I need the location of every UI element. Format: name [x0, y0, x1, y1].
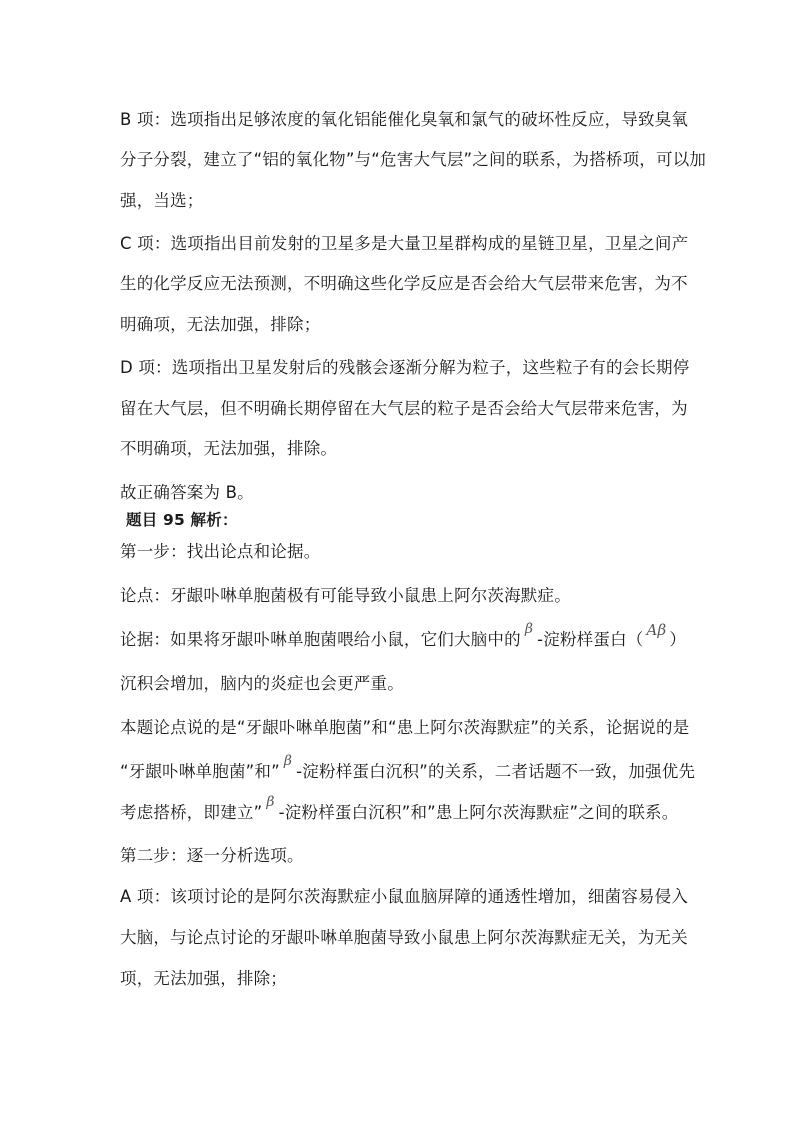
- analysis-text-3b: -淀粉样蛋白沉积”和”患上阿尔茨海默症”之间的联系。: [278, 803, 679, 822]
- d-option-line-2: 留在大气层，但不明确长期停留在大气层的粒子是否会给大气层带来危害，为: [120, 399, 688, 418]
- beta-symbol: β: [283, 753, 293, 769]
- analysis-line-2: [120, 753, 700, 785]
- question-95-title: 题目 95 解析：: [126, 511, 238, 529]
- a-option-line-1: A 项：该项讨论的是阿尔茨海默症小鼠血脑屏障的通透性增加，细菌容易侵入: [120, 887, 689, 906]
- c-option-line-3: 明确项，无法加强，排除；: [120, 315, 321, 334]
- analysis-text-3a: 考虑搭桥，即建立”: [120, 803, 263, 822]
- step-2-line: 第二步：逐一分析选项。: [120, 846, 304, 865]
- evidence-text-3: ）: [669, 630, 687, 649]
- c-option-line-2: 生的化学反应无法预测，不明确这些化学反应是否会给大气层带来危害，为不: [120, 274, 688, 293]
- analysis-text-2b: -淀粉样蛋白沉积”的关系，二者话题不一致，加强优先: [296, 762, 696, 781]
- beta-symbol: β: [266, 794, 275, 810]
- evidence-line-2: 沉积会增加，脑内的炎症也会更严重。: [120, 674, 404, 693]
- b-option-line-1: B 项：选项指出足够浓度的氧化铝能催化臭氧和氯气的破坏性反应，导致臭氧: [120, 110, 689, 129]
- b-option-line-2: 分子分裂，建立了“铝的氧化物”与“危害大气层”之间的联系，为搭桥项，可以加: [120, 150, 707, 169]
- c-option-line-1: C 项：选项指出目前发射的卫星多是大量卫星群构成的星链卫星，卫星之间产: [120, 234, 689, 253]
- evidence-line-1: [120, 621, 700, 653]
- analysis-line-1: 本题论点说的是“牙龈卟啉单胞菌”和“患上阿尔茨海默症”的关系，论据说的是: [120, 718, 690, 737]
- a-option-line-3: 项，无法加强，排除；: [120, 969, 287, 988]
- evidence-text-2: -淀粉样蛋白（: [537, 630, 644, 649]
- a-option-line-2: 大脑，与论点讨论的牙龈卟啉单胞菌导致小鼠患上阿尔茨海默症无关，为无关: [120, 928, 688, 947]
- d-option-line-1: D 项：选项指出卫星发射后的残骸会逐渐分解为粒子，这些粒子有的会长期停: [120, 358, 690, 377]
- argument-line: 论点：牙龈卟啉单胞菌极有可能导致小鼠患上阿尔茨海默症。: [120, 586, 571, 605]
- b-option-line-3: 强，当选；: [120, 191, 204, 210]
- evidence-text-1: 论据：如果将牙龈卟啉单胞菌喂给小鼠，它们大脑中的: [120, 630, 521, 649]
- d-option-line-3: 不明确项，无法加强，排除。: [120, 439, 338, 458]
- step-1-line: 第一步：找出论点和论据。: [120, 542, 321, 561]
- abeta-symbol: Aβ: [646, 621, 667, 639]
- analysis-text-2a: “牙龈卟啉单胞菌”和”: [120, 762, 280, 781]
- beta-symbol: β: [524, 621, 534, 637]
- answer-line: 故正确答案为 B。: [120, 483, 254, 502]
- analysis-line-3: [120, 794, 700, 826]
